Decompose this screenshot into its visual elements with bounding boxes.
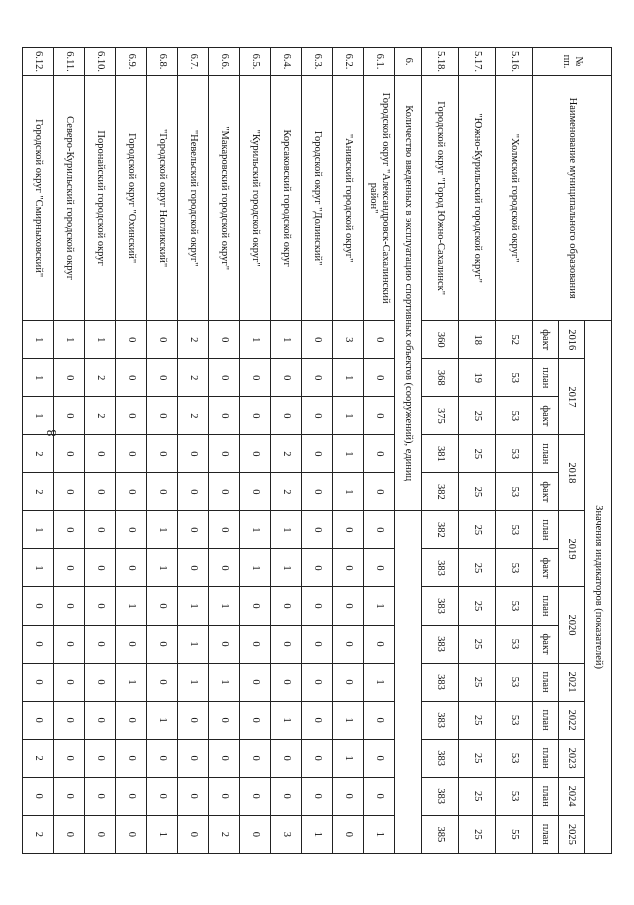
indicator-value: 0: [240, 397, 271, 435]
indicator-value: 383: [422, 549, 459, 587]
indicator-value: 52: [496, 321, 533, 359]
indicator-value: 0: [302, 435, 333, 473]
indicator-value: 2: [178, 397, 209, 435]
indicator-value: 0: [54, 663, 85, 701]
indicator-value: 0: [85, 625, 116, 663]
header-subheader-cell: план: [533, 435, 559, 473]
table-row: [459, 48, 496, 854]
indicator-value: 0: [240, 815, 271, 853]
indicator-value: 0: [54, 625, 85, 663]
indicator-value: 1: [364, 663, 395, 701]
indicator-value: 0: [116, 473, 147, 511]
table-row: [496, 48, 533, 854]
indicator-value: 25: [459, 777, 496, 815]
indicator-value: 25: [459, 511, 496, 549]
indicator-value: 0: [240, 473, 271, 511]
indicator-value: 0: [54, 587, 85, 625]
municipality-name: "Невельский городской округ": [178, 76, 209, 321]
indicator-value: 0: [240, 587, 271, 625]
header-subheader-cell: факт: [533, 473, 559, 511]
indicator-value: 2: [23, 473, 54, 511]
indicator-value: 53: [496, 359, 533, 397]
indicator-value: 0: [209, 777, 240, 815]
header-subheader-cell: план: [533, 511, 559, 549]
indicator-value: 2: [271, 473, 302, 511]
indicator-value: 0: [333, 549, 364, 587]
indicator-value: 0: [116, 815, 147, 853]
indicator-value: 0: [333, 587, 364, 625]
indicator-value: 0: [85, 435, 116, 473]
indicator-value: 0: [116, 625, 147, 663]
indicator-value: 0: [178, 435, 209, 473]
indicator-value: 381: [422, 435, 459, 473]
municipality-name: Поронайский городской округ: [85, 76, 116, 321]
indicator-value: 0: [147, 739, 178, 777]
indicator-value: 0: [271, 663, 302, 701]
header-number-cell: № пп.: [533, 48, 612, 76]
indicator-value: 19: [459, 359, 496, 397]
indicator-value: 1: [23, 511, 54, 549]
indicator-value: 2: [23, 739, 54, 777]
indicator-value: 0: [209, 701, 240, 739]
indicator-value: 1: [147, 701, 178, 739]
indicator-table: [22, 47, 612, 854]
header-name-cell: Наименование муниципального образования: [533, 76, 612, 321]
indicator-value: 53: [496, 663, 533, 701]
table-row: [178, 48, 209, 854]
municipality-name: "Анивский городской округ": [333, 76, 364, 321]
indicator-value: 0: [302, 625, 333, 663]
indicator-value: 25: [459, 739, 496, 777]
indicator-value: 0: [85, 663, 116, 701]
municipality-name: Северо-Курильский городской округ: [54, 76, 85, 321]
indicator-value: 2: [209, 815, 240, 853]
indicator-value: 0: [364, 359, 395, 397]
indicator-value: 0: [85, 549, 116, 587]
row-number: 6.2.: [333, 48, 364, 76]
municipality-name: Городской округ "Смирныховский": [23, 76, 54, 321]
indicator-value: 0: [209, 549, 240, 587]
indicator-value: 0: [271, 359, 302, 397]
row-number: 6.4.: [271, 48, 302, 76]
indicator-value: 375: [422, 397, 459, 435]
municipality-name: Городской округ "Александровск-Сахалинский район": [364, 76, 395, 321]
indicator-value: 2: [178, 359, 209, 397]
indicator-value: 0: [23, 777, 54, 815]
indicator-value: 0: [147, 587, 178, 625]
indicator-value: 0: [209, 397, 240, 435]
indicator-value: 1: [364, 815, 395, 853]
indicator-value: 1: [333, 435, 364, 473]
indicator-value: 53: [496, 625, 533, 663]
indicator-value: 53: [496, 587, 533, 625]
indicator-value: 25: [459, 815, 496, 853]
indicator-value: 53: [496, 397, 533, 435]
indicator-value: 2: [85, 397, 116, 435]
municipality-name: Городской округ "Охинский": [116, 76, 147, 321]
row-number: 6.7.: [178, 48, 209, 76]
indicator-value: 1: [23, 549, 54, 587]
table-row: [147, 48, 178, 854]
indicator-value: 0: [178, 701, 209, 739]
indicator-value: 1: [178, 625, 209, 663]
municipality-name: "Макаровский городской округ": [209, 76, 240, 321]
indicator-value: 0: [364, 435, 395, 473]
indicator-value: 25: [459, 549, 496, 587]
indicator-value: 0: [116, 511, 147, 549]
municipality-name: Городской округ "Город Южно-Сахалинск": [422, 76, 459, 321]
row-number: 6.11.: [54, 48, 85, 76]
indicator-value: 1: [271, 511, 302, 549]
indicator-value: 0: [23, 701, 54, 739]
indicator-value: 0: [85, 777, 116, 815]
indicator-value: 0: [85, 587, 116, 625]
section-blank-cell: [395, 511, 422, 854]
indicator-value: 360: [422, 321, 459, 359]
indicator-value: 0: [209, 435, 240, 473]
indicator-value: 0: [333, 777, 364, 815]
indicator-value: 0: [240, 663, 271, 701]
indicator-value: 1: [23, 321, 54, 359]
indicator-value: 0: [54, 549, 85, 587]
indicator-value: 53: [496, 473, 533, 511]
indicator-value: 1: [23, 397, 54, 435]
indicator-value: 1: [209, 663, 240, 701]
header-subheader-cell: план: [533, 587, 559, 625]
indicator-value: 0: [178, 777, 209, 815]
indicator-value: 0: [147, 359, 178, 397]
indicator-value: 0: [302, 549, 333, 587]
table-row: [116, 48, 147, 854]
indicator-value: 0: [116, 321, 147, 359]
indicator-value: 0: [209, 473, 240, 511]
header-subheader-cell: факт: [533, 549, 559, 587]
indicator-value: 1: [333, 473, 364, 511]
row-number: 6.6.: [209, 48, 240, 76]
indicator-value: 0: [23, 663, 54, 701]
indicator-value: 0: [116, 435, 147, 473]
header-year-cell: 2020: [559, 587, 585, 663]
indicator-value: 0: [178, 549, 209, 587]
header-group-cell: Значения индикаторов (показателей): [585, 321, 612, 854]
indicator-value: 383: [422, 587, 459, 625]
indicator-value: 53: [496, 549, 533, 587]
header-year-cell: 2022: [559, 701, 585, 739]
indicator-value: 1: [333, 701, 364, 739]
header-subheader-cell: факт: [533, 397, 559, 435]
indicator-value: 1: [333, 397, 364, 435]
table-row: [240, 48, 271, 854]
indicator-value: 0: [54, 473, 85, 511]
header-year-cell: 2016: [559, 321, 585, 359]
indicator-value: 0: [333, 815, 364, 853]
indicator-value: 383: [422, 663, 459, 701]
indicator-value: 0: [116, 739, 147, 777]
header-year-cell: 2025: [559, 815, 585, 853]
indicator-value: 0: [147, 663, 178, 701]
municipality-name: "Курильский городской округ": [240, 76, 271, 321]
indicator-value: 383: [422, 739, 459, 777]
indicator-value: 1: [271, 321, 302, 359]
indicator-value: 0: [54, 397, 85, 435]
header-subheader-cell: план: [533, 815, 559, 853]
indicator-value: 0: [302, 587, 333, 625]
indicator-value: 2: [23, 815, 54, 853]
indicator-value: 25: [459, 701, 496, 739]
section-number: 6.: [395, 48, 422, 76]
indicator-value: 25: [459, 473, 496, 511]
indicator-value: 0: [54, 777, 85, 815]
indicator-value: 0: [23, 587, 54, 625]
indicator-value: 0: [302, 777, 333, 815]
indicator-value: 25: [459, 435, 496, 473]
indicator-value: 0: [54, 815, 85, 853]
indicator-value: 0: [147, 473, 178, 511]
indicator-value: 2: [178, 321, 209, 359]
indicator-value: 0: [302, 511, 333, 549]
municipality-name: Городской округ "Долинский": [302, 76, 333, 321]
indicator-value: 53: [496, 511, 533, 549]
indicator-value: 0: [333, 511, 364, 549]
indicator-value: 3: [271, 815, 302, 853]
indicator-value: 0: [116, 549, 147, 587]
table-row: [54, 48, 85, 854]
indicator-value: 1: [271, 701, 302, 739]
indicator-value: 0: [240, 701, 271, 739]
header-subheader-cell: план: [533, 701, 559, 739]
indicator-value: 3: [333, 321, 364, 359]
indicator-value: 25: [459, 663, 496, 701]
indicator-table-body: [23, 48, 612, 854]
indicator-value: 383: [422, 777, 459, 815]
indicator-value: 2: [271, 435, 302, 473]
table-row: [209, 48, 240, 854]
header-year-cell: 2019: [559, 511, 585, 587]
row-number: 6.10.: [85, 48, 116, 76]
municipality-name: "Городской округ Ногликский": [147, 76, 178, 321]
indicator-value: 0: [85, 701, 116, 739]
indicator-value: 1: [54, 321, 85, 359]
indicator-value: 1: [147, 511, 178, 549]
indicator-value: 2: [85, 359, 116, 397]
indicator-value: 0: [302, 321, 333, 359]
header-year-cell: 2021: [559, 663, 585, 701]
indicator-value: 1: [240, 549, 271, 587]
indicator-value: 0: [85, 473, 116, 511]
indicator-value: 0: [147, 435, 178, 473]
indicator-value: 0: [302, 739, 333, 777]
row-number: 6.12.: [23, 48, 54, 76]
indicator-value: 0: [147, 777, 178, 815]
indicator-value: 1: [147, 815, 178, 853]
indicator-value: 25: [459, 587, 496, 625]
indicator-value: 382: [422, 511, 459, 549]
indicator-value: 0: [85, 815, 116, 853]
header-subheader-cell: факт: [533, 321, 559, 359]
indicator-value: 0: [364, 625, 395, 663]
indicator-value: 1: [23, 359, 54, 397]
indicator-value: 55: [496, 815, 533, 853]
indicator-value: 0: [302, 663, 333, 701]
page-number: 8: [45, 429, 60, 437]
table-row: [302, 48, 333, 854]
indicator-value: 383: [422, 625, 459, 663]
indicator-value: 0: [116, 777, 147, 815]
indicator-table-sheet: [32, 47, 612, 854]
indicator-value: 383: [422, 701, 459, 739]
indicator-value: 0: [23, 625, 54, 663]
indicator-value: 0: [209, 321, 240, 359]
municipality-name: Корсаковский городской округ: [271, 76, 302, 321]
indicator-value: 0: [364, 549, 395, 587]
indicator-value: 1: [240, 511, 271, 549]
indicator-value: 0: [364, 397, 395, 435]
indicator-value: 0: [54, 359, 85, 397]
indicator-value: 1: [302, 815, 333, 853]
indicator-value: 0: [271, 739, 302, 777]
row-number: 6.1.: [364, 48, 395, 76]
table-row: [271, 48, 302, 854]
row-number: 6.3.: [302, 48, 333, 76]
header-subheader-cell: план: [533, 663, 559, 701]
header-row: [585, 48, 612, 854]
indicator-value: 0: [271, 777, 302, 815]
row-number: 6.9.: [116, 48, 147, 76]
indicator-value: 0: [271, 625, 302, 663]
section-title: Количество введенных в эксплуатацию спортивных объектов (сооружений), единиц: [395, 76, 422, 511]
indicator-value: 0: [178, 473, 209, 511]
table-row: [333, 48, 364, 854]
indicator-value: 0: [209, 511, 240, 549]
section-row: [395, 48, 422, 854]
indicator-value: 25: [459, 397, 496, 435]
indicator-value: 0: [302, 701, 333, 739]
indicator-value: 53: [496, 777, 533, 815]
indicator-value: 0: [209, 739, 240, 777]
indicator-value: 0: [364, 511, 395, 549]
indicator-value: 1: [147, 549, 178, 587]
header-subheader-cell: план: [533, 739, 559, 777]
indicator-value: 1: [178, 587, 209, 625]
indicator-value: 0: [178, 511, 209, 549]
header-year-cell: 2023: [559, 739, 585, 777]
indicator-value: 0: [364, 473, 395, 511]
indicator-value: 0: [147, 625, 178, 663]
row-number: 5.16.: [496, 48, 533, 76]
indicator-value: 0: [54, 435, 85, 473]
indicator-value: 368: [422, 359, 459, 397]
header-year-cell: 2024: [559, 777, 585, 815]
indicator-value: 0: [240, 777, 271, 815]
indicator-value: 0: [240, 625, 271, 663]
indicator-value: 1: [333, 359, 364, 397]
table-row: [23, 48, 54, 854]
row-number: 6.5.: [240, 48, 271, 76]
indicator-value: 1: [333, 739, 364, 777]
header-subheader-cell: факт: [533, 625, 559, 663]
row-number: 6.8.: [147, 48, 178, 76]
indicator-value: 0: [54, 701, 85, 739]
indicator-value: 1: [240, 321, 271, 359]
row-number: 5.17.: [459, 48, 496, 76]
municipality-name: "Холмский городской округ": [496, 76, 533, 321]
indicator-value: 1: [271, 549, 302, 587]
indicator-value: 2: [23, 435, 54, 473]
header-year-cell: 2017: [559, 359, 585, 435]
indicator-value: 0: [85, 511, 116, 549]
indicator-value: 53: [496, 739, 533, 777]
indicator-value: 1: [178, 663, 209, 701]
indicator-value: 0: [54, 739, 85, 777]
indicator-value: 1: [209, 587, 240, 625]
indicator-value: 0: [364, 321, 395, 359]
indicator-value: 0: [333, 625, 364, 663]
indicator-value: 382: [422, 473, 459, 511]
indicator-value: 0: [302, 397, 333, 435]
row-number: 5.18.: [422, 48, 459, 76]
indicator-value: 0: [116, 701, 147, 739]
indicator-value: 53: [496, 701, 533, 739]
indicator-value: 0: [178, 739, 209, 777]
header-year-cell: 2018: [559, 435, 585, 511]
indicator-value: 0: [178, 815, 209, 853]
indicator-value: 0: [116, 359, 147, 397]
indicator-value: 0: [302, 473, 333, 511]
indicator-value: 1: [85, 321, 116, 359]
indicator-value: 18: [459, 321, 496, 359]
indicator-value: 1: [116, 587, 147, 625]
indicator-value: 0: [364, 701, 395, 739]
indicator-value: 0: [364, 739, 395, 777]
header-subheader-cell: план: [533, 359, 559, 397]
indicator-value: 1: [116, 663, 147, 701]
indicator-value: 0: [147, 397, 178, 435]
indicator-value: 0: [240, 739, 271, 777]
indicator-value: 0: [85, 739, 116, 777]
table-row: [364, 48, 395, 854]
indicator-value: 385: [422, 815, 459, 853]
indicator-value: 0: [209, 625, 240, 663]
indicator-value: 0: [302, 359, 333, 397]
table-row: [85, 48, 116, 854]
municipality-name: "Южно-Курильский городской округ": [459, 76, 496, 321]
indicator-value: 0: [147, 321, 178, 359]
indicator-value: 0: [333, 663, 364, 701]
indicator-value: 0: [271, 397, 302, 435]
indicator-value: 0: [271, 587, 302, 625]
indicator-value: 0: [240, 359, 271, 397]
indicator-value: 0: [116, 397, 147, 435]
indicator-value: 25: [459, 625, 496, 663]
indicator-value: 53: [496, 435, 533, 473]
header-subheader-cell: план: [533, 777, 559, 815]
indicator-value: 0: [364, 777, 395, 815]
indicator-value: 1: [364, 587, 395, 625]
indicator-value: 0: [209, 359, 240, 397]
indicator-value: 0: [54, 511, 85, 549]
indicator-value: 0: [240, 435, 271, 473]
table-row: [422, 48, 459, 854]
